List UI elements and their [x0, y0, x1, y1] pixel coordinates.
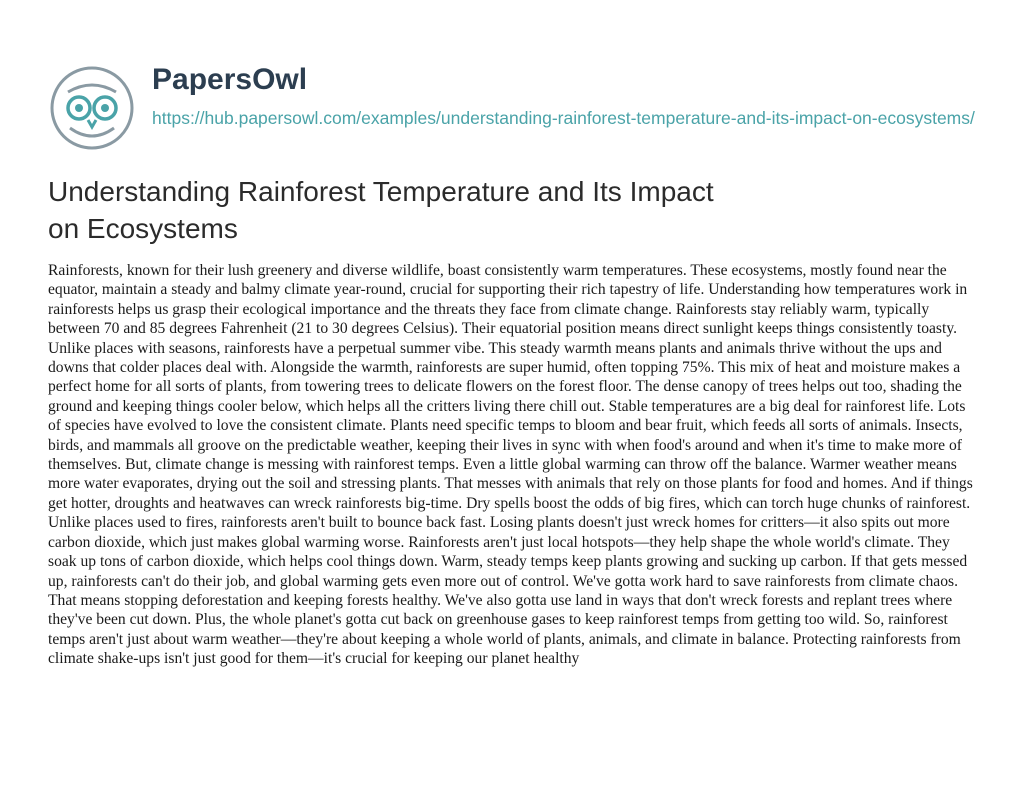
article-title: Understanding Rainforest Temperature and Its Impact on Ecosystems	[48, 176, 714, 244]
site-header	[48, 28, 988, 158]
site-brand[interactable]: PapersOwl	[152, 63, 308, 96]
owl-logo-icon	[48, 64, 136, 152]
source-url-link[interactable]: https://hub.papersowl.com/examples/understanding-rainforest-temperature-and-its-impact-on-ecosystems/	[152, 108, 975, 128]
article-body: Rainforests, known for their lush greenery and diverse wildlife, boast consistently warm temperatures. These ecosystems, mostly found near the equator, maintain a steady and balmy climate year-round, crucial for supporting their rich tapestry of life. Understanding how temperatures work in rainforests helps us grasp their ecological importance and the threats they face from climate change. Rainforests stay reliably warm, typically between 70 and 85 degrees Fahrenheit (21 to 30 degrees Celsius). Their equatorial position means direct sunlight keeps things consistently toasty. Unlike places with seasons, rainforests have a perpetual summer vibe. This steady warmth means plants and animals thrive without the ups and downs that colder places deal with. Alongside the warmth, rainforests are super humid, often topping 75%. This mix of heat and moisture makes a perfect home for all sorts of plants, from towering trees to delicate flowers on the forest floor. The dense canopy of trees helps out too, shading the ground and keeping things cooler below, which helps all the critters living there chill out. Stable temperatures are a big deal for rainforest life. Lots of species have evolved to love the consistent climate. Plants need specific temps to bloom and bear fruit, which feeds all sorts of animals. Insects, birds, and mammals all groove on the predictable weather, keeping their lives in sync with when food's around and when it's time to make more of themselves. But, climate change is messing with rainforest temps. Even a little global warming can throw off the balance. Warmer weather means more water evaporates, drying out the soil and stressing plants. That messes with animals that rely on those plants for food and homes. And if things get hotter, droughts and heatwaves can wreck rainforests big-time. Dry spells boost the odds of big fires, which can torch huge chunks of rainforest. Unlike places used to fires, rainforests aren't built to bounce back fast. Losing plants doesn't just wreck homes for critters—it also spits out more carbon dioxide, which just makes global warming worse. Rainforests aren't just local hotspots—they help shape the whole world's climate. They soak up tons of carbon dioxide, which helps cool things down. Warm, steady temps keep plants growing and sucking up carbon. If that gets messed up, rainforests can't do their job, and global warming gets even more out of control. We've gotta work hard to save rainforests from climate chaos. That means stopping deforestation and keeping forests healthy. We've also gotta use land in ways that don't wreck forests and replant trees where they've been cut down. Plus, the whole planet's gotta cut back on greenhouse gases to keep rainforest temps from getting too wild. So, rainforest temps aren't just about warm weather—they're about keeping a whole world of plants, animals, and climate in balance. Protecting rainforests from climate shake-ups isn't just good for them—it's crucial for keeping our planet healthy	[48, 262, 973, 668]
